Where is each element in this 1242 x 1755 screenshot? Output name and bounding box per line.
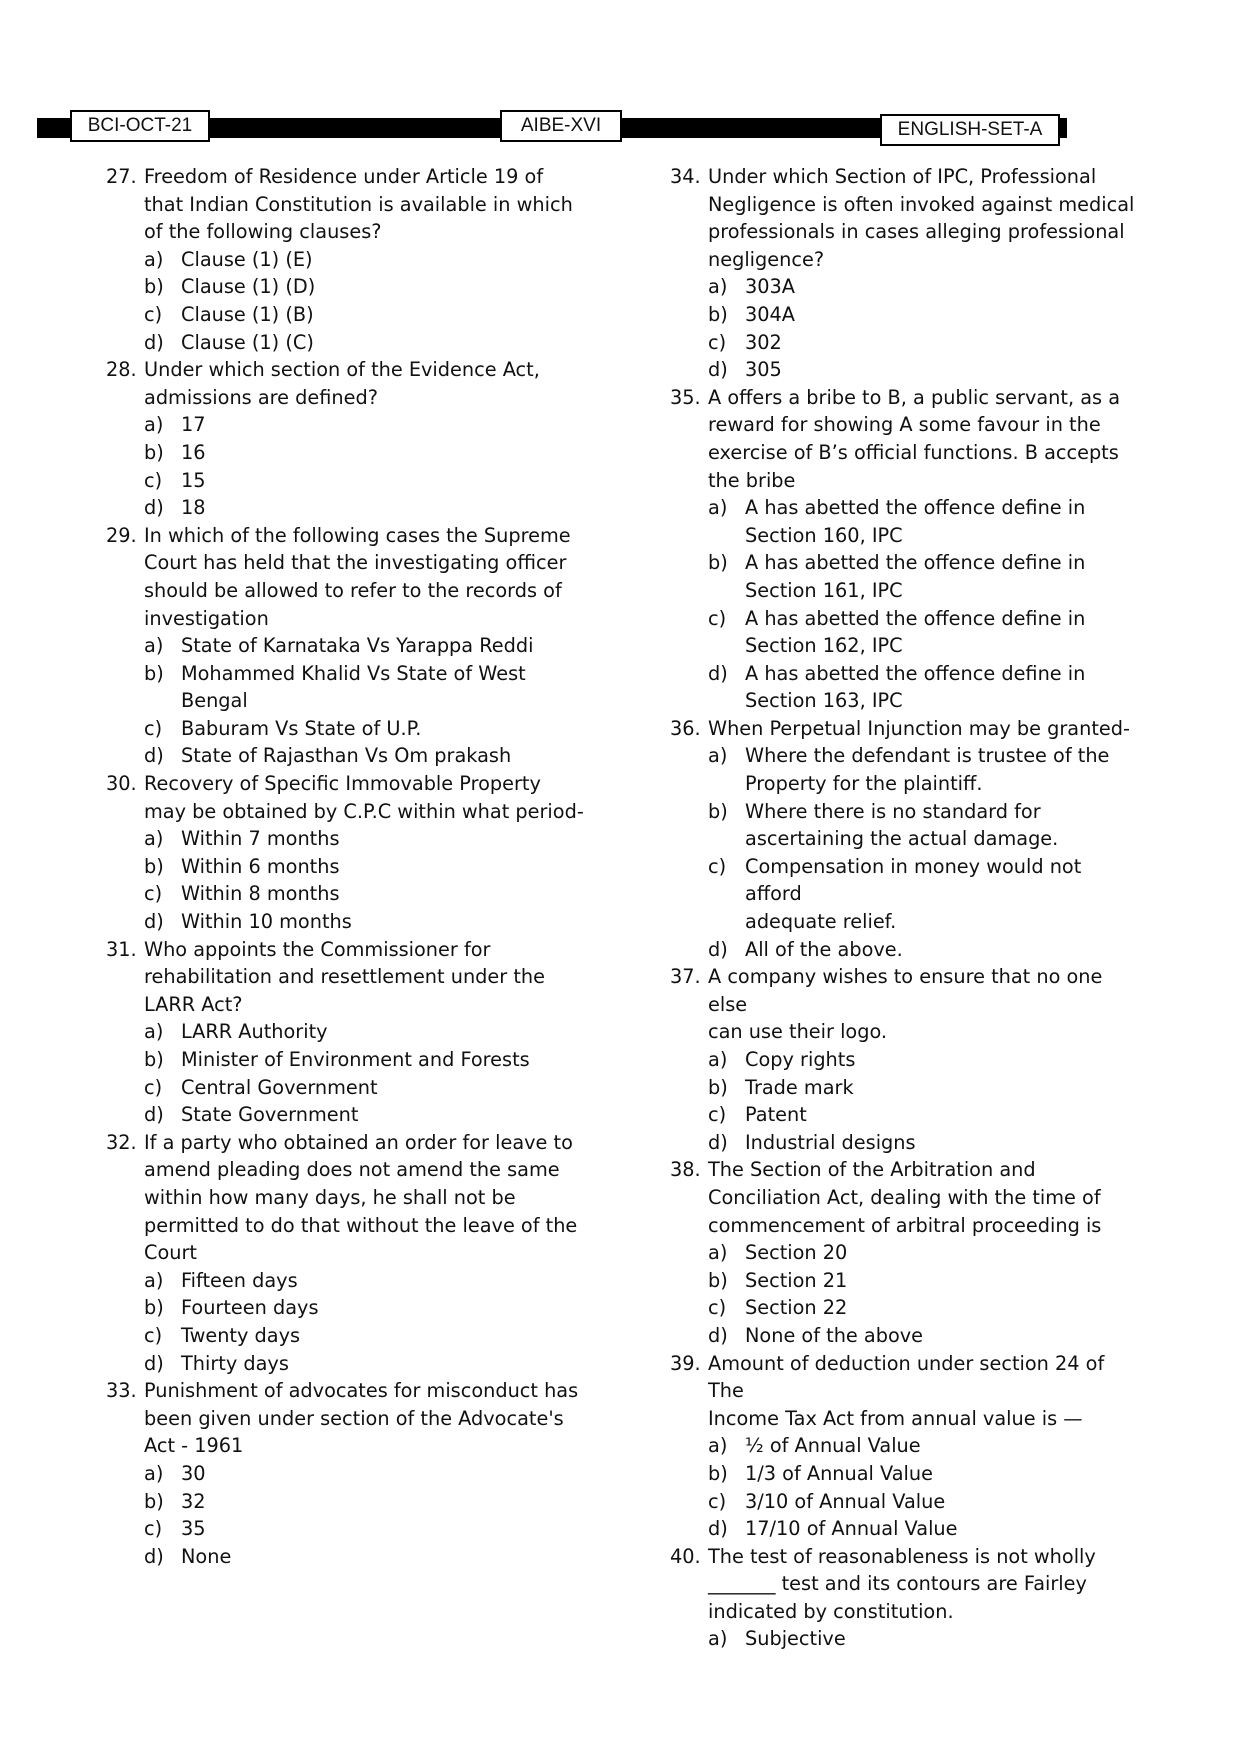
option-label: a) [144,1461,164,1485]
option-label: d) [144,1544,164,1568]
option-text: Clause (1) (B) [181,302,314,326]
question-30 [106,770,606,936]
option-c [670,1294,1140,1322]
option-label: a) [708,1627,728,1651]
option-text: 304A [745,302,795,326]
question-text: A offers a bribe to B, a public servant, as a reward for showing A some favour in the exercise of B’s official functions. B accepts the bribe [708,385,1121,492]
option-label: d) [144,1351,164,1375]
option-text: Where the defendant is trustee of the Property for the plaintiff. [745,744,1110,796]
question-33 [106,1377,606,1570]
option-d [670,356,1140,384]
option-d [106,1101,606,1129]
question-number: 40. [670,1544,701,1568]
option-label: d) [144,330,164,354]
option-c [106,880,606,908]
question-number: 36. [670,716,701,740]
question-number: 37. [670,965,701,989]
question-number: 28. [106,358,137,382]
option-text: All of the above. [745,937,903,961]
option-label: c) [708,606,727,630]
option-label: c) [144,302,163,326]
option-c [670,329,1140,357]
option-b [106,660,606,715]
option-b [670,1267,1140,1295]
option-text: Fourteen days [181,1296,319,1320]
option-label: a) [708,275,728,299]
question-text: Punishment of advocates for misconduct has been given under section of the Advocate's Act - 1961 [144,1379,579,1458]
option-c [670,1488,1140,1516]
option-label: d) [144,496,164,520]
option-b [670,1460,1140,1488]
option-label: d) [144,910,164,934]
option-label: c) [144,1323,163,1347]
option-text: LARR Authority [181,1020,328,1044]
option-b [106,273,606,301]
option-text: A has abetted the offence define in Section 162, IPC [745,606,1086,658]
option-a [670,494,1140,549]
option-label: d) [708,937,728,961]
option-text: Industrial designs [745,1130,916,1154]
option-label: c) [708,330,727,354]
option-text: Trade mark [745,1075,854,1099]
option-label: b) [708,799,728,823]
option-label: b) [144,854,164,878]
option-text: Clause (1) (D) [181,275,316,299]
option-label: b) [144,1296,164,1320]
question-32 [106,1129,606,1377]
option-text: Section 22 [745,1296,848,1320]
option-b [670,549,1140,604]
option-label: c) [144,1517,163,1541]
option-text: 30 [181,1461,206,1485]
question-34 [670,163,1140,384]
option-label: c) [144,468,163,492]
question-27 [106,163,606,356]
option-text: Patent [745,1103,807,1127]
option-c [106,1074,606,1102]
option-label: b) [144,440,164,464]
header-set-label: ENGLISH-SET-A [880,114,1060,146]
option-label: d) [144,744,164,768]
option-a [670,742,1140,797]
option-label: b) [708,551,728,575]
option-d [106,908,606,936]
option-text: Within 10 months [181,910,352,934]
option-label: a) [708,496,728,520]
option-d [670,1322,1140,1350]
option-d [670,1129,1140,1157]
option-d [106,742,606,770]
option-label: b) [708,1461,728,1485]
option-a [106,246,606,274]
option-label: d) [708,358,728,382]
option-b [106,439,606,467]
option-text: Section 20 [745,1241,848,1265]
option-d [670,1515,1140,1543]
option-b [106,853,606,881]
question-number: 38. [670,1158,701,1182]
option-c [106,715,606,743]
question-text: The Section of the Arbitration and Conciliation Act, dealing with the time of commencement of arbitral proceeding is [708,1158,1102,1237]
option-text: Within 8 months [181,882,340,906]
option-a [670,1625,1140,1653]
option-text: 303A [745,275,795,299]
option-text: State Government [181,1103,359,1127]
option-text: Where there is no standard for ascertaining the actual damage. [745,799,1059,851]
question-text: Recovery of Specific Immovable Property may be obtained by C.P.C within what period- [144,772,584,823]
question-number: 27. [106,165,137,188]
option-text: Minister of Environment and Forests [181,1048,530,1071]
question-39 [670,1350,1140,1543]
option-label: c) [708,854,727,878]
option-b [106,1046,606,1074]
question-35 [670,384,1140,715]
option-text: Subjective [745,1627,846,1651]
option-label: c) [708,1103,727,1127]
header-exam-code: BCI-OCT-21 [70,110,210,142]
option-label: a) [144,1020,164,1044]
option-text: 35 [181,1517,206,1541]
question-37 [670,963,1140,1156]
option-label: b) [144,1489,164,1513]
option-a [670,1239,1140,1267]
option-b [106,1294,606,1322]
option-a [106,411,606,439]
option-text: None of the above [745,1323,924,1347]
option-text: 302 [745,330,782,354]
option-b [670,1074,1140,1102]
option-text: 3/10 of Annual Value [745,1489,946,1513]
option-d [106,494,606,522]
option-text: 17 [181,413,206,437]
option-text: Clause (1) (E) [181,247,313,271]
question-38 [670,1156,1140,1349]
question-number: 29. [106,523,137,547]
option-text: Mohammed Khalid Vs State of West Bengal [181,661,526,713]
option-label: d) [708,1323,728,1347]
option-c [106,1322,606,1350]
option-text: Within 6 months [181,854,340,878]
option-label: d) [708,661,728,685]
question-number: 35. [670,385,701,409]
option-text: Fifteen days [181,1268,298,1292]
question-text: Amount of deduction under section 24 of The Income Tax Act from annual value is — [708,1351,1105,1430]
option-a [106,632,606,660]
option-label: a) [708,1241,728,1265]
option-c [670,605,1140,660]
option-label: a) [708,1434,728,1458]
option-c [106,467,606,495]
option-label: d) [708,1517,728,1541]
option-text: Clause (1) (C) [181,330,314,354]
question-text: In which of the following cases the Supreme Court has held that the investigating officer should be allowed to refer to the records of investigation [144,523,571,630]
option-label: b) [708,302,728,326]
question-text: Who appoints the Commissioner for rehabilitation and resettlement under the LARR Act? [144,937,545,1016]
option-label: b) [708,1075,728,1099]
option-a [106,1460,606,1488]
option-label: c) [144,882,163,906]
option-d [106,329,606,357]
question-text: The test of reasonableness is not wholly _______ test and its contours are Fairley indicated by constitution. [708,1544,1096,1623]
option-label: b) [708,1268,728,1292]
option-text: 305 [745,358,782,382]
option-b [106,1488,606,1516]
option-d [670,936,1140,964]
option-a [670,1046,1140,1074]
option-text: 17/10 of Annual Value [745,1517,958,1541]
option-text: None [181,1544,232,1568]
option-text: Compensation in money would not afford adequate relief. [745,854,1082,934]
option-b [670,798,1140,853]
option-text: 18 [181,496,206,520]
option-text: A has abetted the offence define in Section 160, IPC [745,496,1086,547]
question-29 [106,522,606,770]
question-36 [670,715,1140,963]
option-label: a) [144,634,164,658]
option-text: State of Karnataka Vs Yarappa Reddi [181,634,534,658]
question-number: 39. [670,1351,701,1375]
question-number: 30. [106,772,137,796]
option-text: Baburam Vs State of U.P. [181,716,422,740]
question-text: If a party who obtained an order for leave to amend pleading does not amend the same within how many days, he shall not be permitted to do that without the leave of the Court [144,1130,578,1265]
option-label: a) [144,1268,164,1292]
option-a [670,273,1140,301]
option-label: d) [144,1103,164,1127]
option-text: Within 7 months [181,827,340,851]
option-a [106,1018,606,1046]
option-d [106,1350,606,1378]
option-text: Section 21 [745,1268,848,1292]
option-label: b) [144,275,164,299]
option-text: Twenty days [181,1323,301,1347]
option-c [670,1101,1140,1129]
option-a [670,1432,1140,1460]
question-text: A company wishes to ensure that no one else can use their logo. [708,965,1103,1044]
question-28 [106,356,606,522]
option-d [670,660,1140,715]
option-text: ½ of Annual Value [745,1434,921,1458]
question-text: When Perpetual Injunction may be granted- [708,716,1130,740]
option-c [106,301,606,329]
left-question-column [106,163,606,1570]
option-c [106,1515,606,1543]
option-text: State of Rajasthan Vs Om prakash [181,744,512,768]
option-c [670,853,1140,936]
option-text: A has abetted the offence define in Section 161, IPC [745,551,1086,602]
option-label: d) [708,1130,728,1154]
option-text: 1/3 of Annual Value [745,1461,933,1485]
question-number: 34. [670,165,701,188]
option-label: a) [708,744,728,768]
option-label: a) [144,827,164,851]
option-label: a) [144,247,164,271]
question-text: Freedom of Residence under Article 19 of that Indian Constitution is available in which of the following clauses? [144,165,573,244]
option-label: a) [144,413,164,437]
option-text: 32 [181,1489,206,1513]
question-31 [106,936,606,1129]
option-b [670,301,1140,329]
option-a [106,825,606,853]
option-label: c) [144,1075,163,1099]
header-exam-name: AIBE-XVI [500,110,622,142]
option-a [106,1267,606,1295]
option-d [106,1543,606,1571]
question-text: Under which section of the Evidence Act, admissions are defined? [144,358,540,409]
option-text: 16 [181,440,206,464]
question-40 [670,1543,1140,1653]
option-text: Central Government [181,1075,378,1099]
option-label: b) [144,1048,164,1071]
option-text: 15 [181,468,206,492]
question-number: 33. [106,1379,137,1403]
option-label: c) [708,1296,727,1320]
option-text: Thirty days [181,1351,289,1375]
option-label: c) [708,1489,727,1513]
option-label: c) [144,716,163,740]
option-label: a) [708,1048,728,1071]
question-text: Under which Section of IPC, Professional Negligence is often invoked against medical professionals in cases alleging professional negligence? [708,165,1135,271]
option-label: b) [144,661,164,685]
right-question-column [670,163,1140,1653]
question-number: 31. [106,937,137,961]
option-text: Copy rights [745,1048,856,1071]
question-number: 32. [106,1130,137,1154]
option-text: A has abetted the offence define in Section 163, IPC [745,661,1086,713]
